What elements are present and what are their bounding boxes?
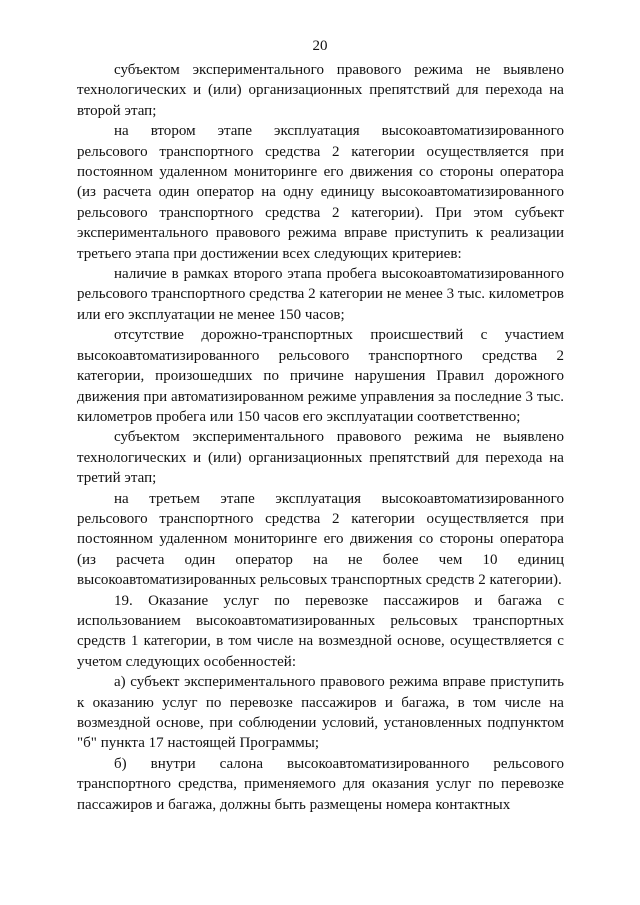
paragraph: наличие в рамках второго этапа пробега высокоавтоматизированного рельсового транспортного средства 2 категории не менее 3 тыс. километров или его эксплуатации не менее 150 часов; bbox=[77, 266, 564, 323]
paragraph: субъектом экспериментального правового режима не выявлено технологических и (или) организационных препятствий для перехода на третий этап; bbox=[77, 429, 564, 487]
paragraph: на втором этапе эксплуатация высокоавтоматизированного рельсового транспортного средства 2 категории осуществляется при постоянном удаленном мониторинге его движения со стороны оператора (из расчета один оператор на одну единицу высокоавтоматизированного рельсового транспортного средства 2 категории). При этом субъект экспериментального правового режима вправе приступить к реализации третьего этапа при достижении всех следующих критериев: bbox=[77, 123, 564, 262]
page-number: 20 bbox=[312, 38, 328, 54]
body-text bbox=[77, 60, 564, 815]
paragraph: отсутствие дорожно-транспортных происшествий с участием высокоавтоматизированного рельсового транспортного средства 2 категории, произошедших по причине нарушения Правил дорожного движения при автоматизированном режиме управления за последние 3 тыс. километров пробега или 150 часов его эксплуатации соответственно; bbox=[77, 327, 564, 425]
paragraph: 19. Оказание услуг по перевозке пассажиров и багажа с использованием высокоавтоматизированных рельсовых транспортных средств 1 категории, в том числе на возмездной основе, осуществляется с учетом следующих особенностей: bbox=[77, 592, 564, 670]
paragraph: а) субъект экспериментального правового режима вправе приступить к оказанию услуг по перевозке пассажиров и багажа, в том числе на возмездной основе, при соблюдении условий, установленных подпунктом "б" пункта 17 настоящей Программы; bbox=[77, 674, 564, 752]
paragraph: б) внутри салона высокоавтоматизированного рельсового транспортного средства, применяемого для оказания услуг по перевозке пассажиров и багажа, должны быть размещены номера контактных bbox=[77, 755, 564, 813]
paragraph: субъектом экспериментального правового режима не выявлено технологических и (или) организационных препятствий для перехода на второй этап; bbox=[77, 62, 564, 119]
paragraph: на третьем этапе эксплуатация высокоавтоматизированного рельсового транспортного средства 2 категории осуществляется при постоянном удаленном мониторинге его движения со стороны оператора (из расчета один оператор на не более чем 10 единиц высокоавтоматизированных рельсовых транспортных средств 2 категории). bbox=[77, 490, 564, 589]
